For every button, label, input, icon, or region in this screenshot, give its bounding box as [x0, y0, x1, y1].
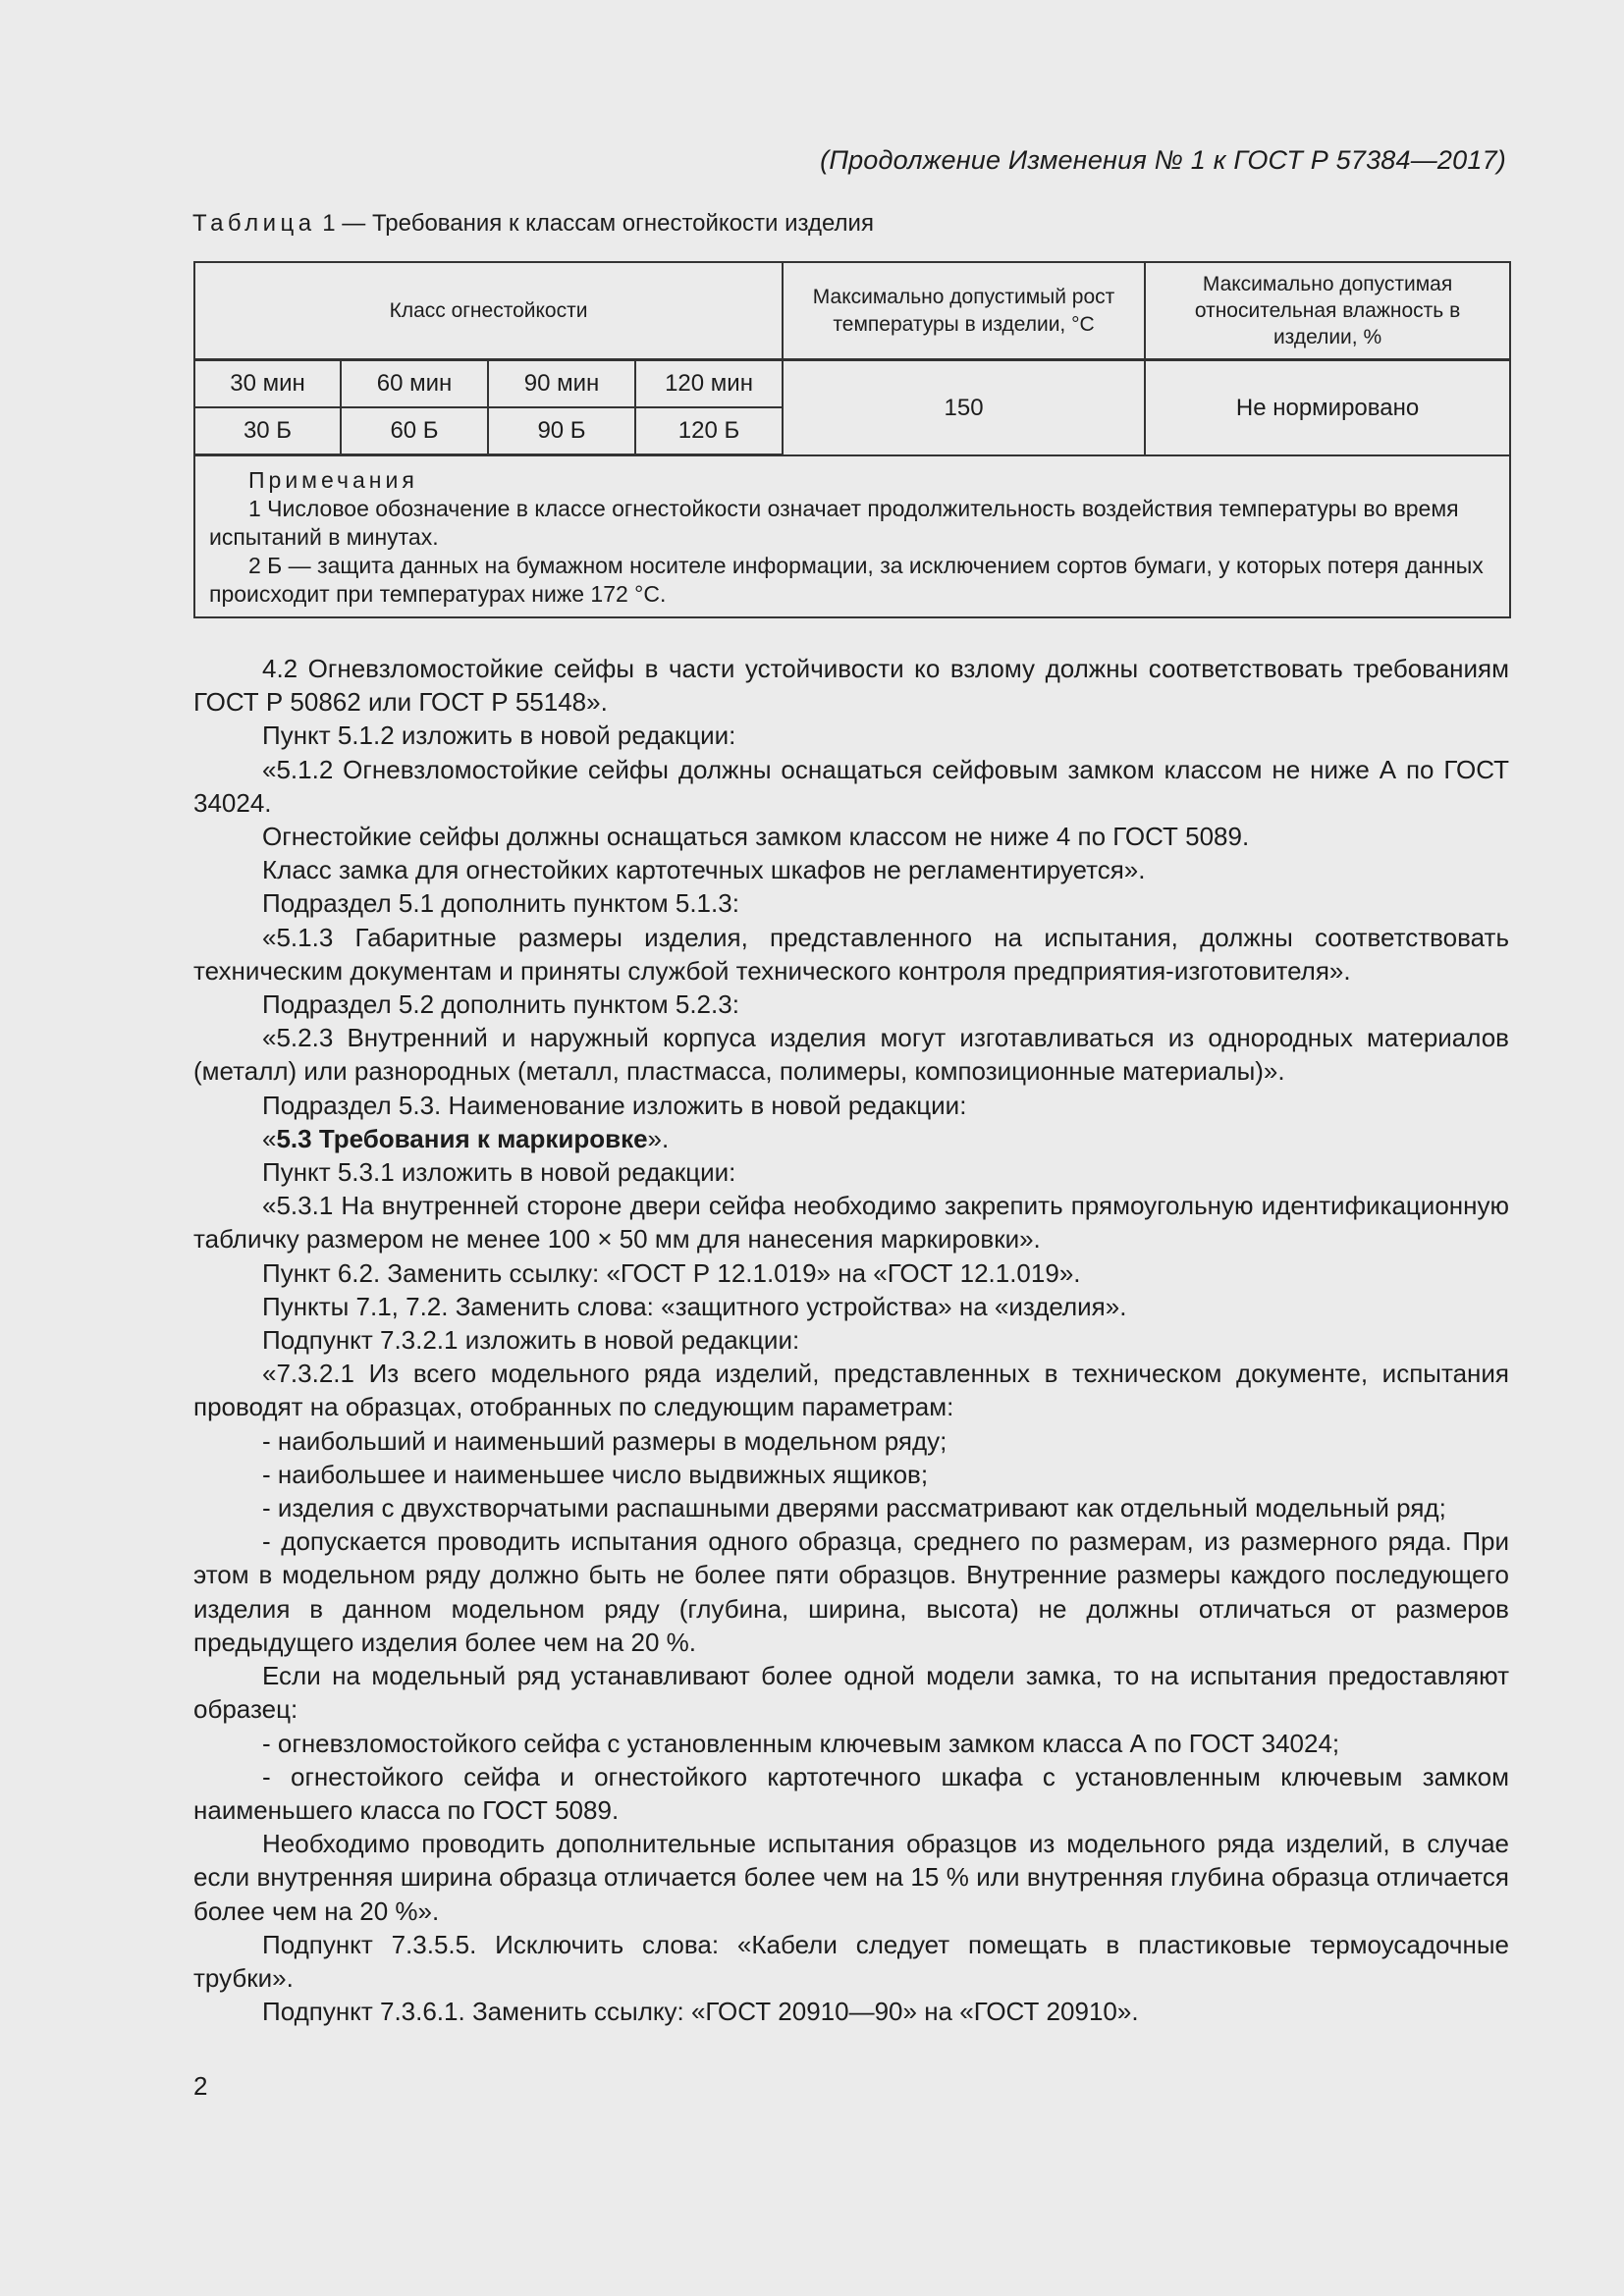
paragraph: Подпункт 7.3.2.1 изложить в новой редакции: — [262, 1325, 800, 1356]
paragraph: Подраздел 5.1 дополнить пунктом 5.1.3: — [262, 888, 739, 919]
list-item: - огневзломостойкого сейфа с установленным ключевым замком класса А по ГОСТ 34024; — [262, 1728, 1340, 1758]
table-caption-word: Таблица — [192, 210, 316, 237]
header-class: Класс огнестойкости — [194, 262, 783, 360]
class-cell: 30 Б — [194, 407, 341, 455]
fire-resistance-table — [193, 261, 1511, 618]
list-item: - огнестойкого сейфа и огнестойкого картотечного шкафа с установленным ключевым замком наименьшего класса по ГОСТ 5089. — [193, 1761, 1509, 1825]
paragraph: Если на модельный ряд устанавливают более одной модели замка, то на испытания предоставляют образец: — [193, 1661, 1509, 1725]
table-notes — [194, 455, 1510, 618]
paragraph: Огнестойкие сейфы должны оснащаться замком классом не ниже 4 по ГОСТ 5089. — [262, 822, 1250, 852]
paragraph: Необходимо проводить дополнительные испытания образцов из модельного ряда изделий, в случае если внутренняя ширина образца отличается более чем на 15 % или внутренняя глубина образца отличается более чем на 20 %». — [193, 1829, 1509, 1926]
note-1: 1 Числовое обозначение в классе огнестойкости означает продолжительность воздействия температуры во время испытаний в минутах. — [209, 496, 1459, 550]
table-caption-text: 1 — Требования к классам огнестойкости изделия — [315, 210, 874, 237]
paragraph: «5.1.3 Габаритные размеры изделия, представленного на испытания, должны соответствовать техническим документам и приняты службой технического контроля предприятия-изготовителя». — [193, 922, 1509, 986]
temp-value: 150 — [783, 360, 1145, 455]
body-text — [193, 652, 1509, 2028]
header-humidity: Максимально допустимая относительная влажность в изделии, % — [1145, 262, 1510, 360]
paragraph: «7.3.2.1 Из всего модельного ряда изделий, представленных в техническом документе, испытания проводят на образцах, отобранных по следующим параметрам: — [193, 1359, 1509, 1422]
section-title: 5.3 Требования к маркировке — [276, 1123, 648, 1153]
paragraph: Подраздел 5.3. Наименование изложить в новой редакции: — [262, 1090, 967, 1120]
list-item: - наибольшее и наименьшее число выдвижных ящиков; — [262, 1459, 929, 1489]
class-cell: 60 Б — [341, 407, 488, 455]
quote-close: ». — [647, 1123, 670, 1153]
notes-title: Примечания — [248, 467, 418, 493]
paragraph: «5.2.3 Внутренний и наружный корпуса изделия могут изготавливаться из однородных материалов (металл) или разнородных (металл, пластмасса, полимеры, композиционные материалы)». — [193, 1023, 1509, 1087]
table-caption — [192, 210, 874, 238]
time-cell: 120 мин — [635, 360, 783, 408]
paragraph: «5.1.2 Огневзломостойкие сейфы должны оснащаться сейфовым замком классом не ниже А по ГОСТ 34024. — [193, 754, 1509, 818]
paragraph: Пункт 6.2. Заменить ссылку: «ГОСТ Р 12.1.019» на «ГОСТ 12.1.019». — [262, 1257, 1081, 1288]
time-cell: 30 мин — [194, 360, 341, 408]
paragraph: «5.3.1 На внутренней стороне двери сейфа необходимо закрепить прямоугольную идентификационную табличку размером не менее 100 × 50 мм для нанесения маркировки». — [193, 1191, 1509, 1255]
paragraph: Пункты 7.1, 7.2. Заменить слова: «защитного устройства» на «изделия». — [262, 1291, 1127, 1321]
paragraph: Подпункт 7.3.6.1. Заменить ссылку: «ГОСТ 20910—90» на «ГОСТ 20910». — [262, 1997, 1139, 2027]
humidity-value: Не нормировано — [1145, 360, 1510, 455]
page-number: 2 — [193, 2071, 208, 2101]
class-cell: 90 Б — [488, 407, 635, 455]
time-cell: 60 мин — [341, 360, 488, 408]
paragraph: Класс замка для огнестойких картотечных шкафов не регламентируется». — [262, 855, 1146, 885]
quote-open: « — [262, 1123, 277, 1153]
note-2: 2 Б — защита данных на бумажном носителе информации, за исключением сортов бумаги, у которых потеря данных происходит при температурах ниже 172 °С. — [209, 553, 1484, 607]
time-cell: 90 мин — [488, 360, 635, 408]
section-title-paragraph — [193, 1122, 1509, 1155]
list-item: - наибольший и наименьший размеры в модельном ряду; — [262, 1425, 947, 1456]
paragraph: Подпункт 7.3.5.5. Исключить слова: «Кабели следует помещать в пластиковые термоусадочные трубки». — [193, 1929, 1509, 1993]
paragraph: Подраздел 5.2 дополнить пунктом 5.2.3: — [262, 989, 739, 1020]
header-temp: Максимально допустимый рост температуры в изделии, °С — [783, 262, 1145, 360]
page-header: (Продолжение Изменения № 1 к ГОСТ Р 57384—2017) — [820, 145, 1506, 175]
list-item: - допускается проводить испытания одного образца, среднего по размерам, из размерного ряда. При этом в модельном ряду должно быть не более пяти образцов. Внутренние размеры каждого последующего изделия в данном модельном ряду (глубина, ширина, высота) не должны отличаться от размеров предыдущего изделия более чем на 20 %. — [193, 1526, 1509, 1657]
class-cell: 120 Б — [635, 407, 783, 455]
paragraph: Пункт 5.3.1 изложить в новой редакции: — [262, 1157, 736, 1188]
list-item: - изделия с двухстворчатыми распашными дверями рассматривают как отдельный модельный ряд; — [262, 1493, 1446, 1523]
paragraph: 4.2 Огневзломостойкие сейфы в части устойчивости ко взлому должны соответствовать требованиям ГОСТ Р 50862 или ГОСТ Р 55148». — [193, 654, 1509, 718]
paragraph: Пункт 5.1.2 изложить в новой редакции: — [262, 721, 736, 751]
